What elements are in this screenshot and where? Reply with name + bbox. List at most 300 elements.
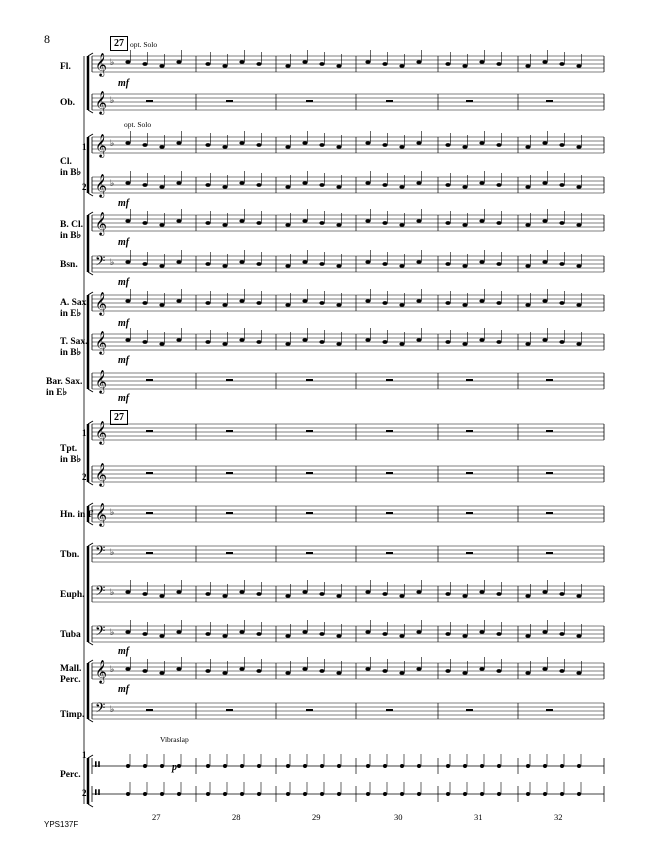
label-euphonium: Euph. — [60, 590, 85, 600]
notehead-icon — [576, 264, 581, 268]
clarinet-part-1: 1 — [82, 142, 87, 152]
notehead-icon — [142, 143, 147, 147]
key-signature-icon: ♭ — [110, 588, 115, 598]
notehead-icon — [559, 632, 564, 636]
notehead-icon — [382, 669, 387, 673]
notehead-icon — [176, 299, 181, 303]
notehead-icon — [479, 219, 484, 223]
notehead-icon — [222, 303, 227, 307]
notehead-icon — [239, 590, 244, 594]
notehead-icon — [399, 594, 404, 598]
perc-notehead-icon — [497, 764, 501, 768]
notehead-icon — [576, 185, 581, 189]
whole-rest-icon — [466, 100, 473, 102]
label-alto-sax: A. Sax. in E♭ — [60, 298, 89, 319]
whole-rest-icon — [306, 100, 313, 102]
notehead-icon — [559, 340, 564, 344]
perc-notehead-icon — [577, 764, 581, 768]
perc-notehead-icon — [543, 792, 547, 796]
bracket-hook — [88, 660, 93, 663]
notehead-icon — [302, 667, 307, 671]
whole-rest-icon — [546, 472, 553, 474]
notehead-icon — [256, 262, 261, 266]
notehead-icon — [319, 62, 324, 66]
notehead-icon — [445, 183, 450, 187]
perc-notehead-icon — [577, 792, 581, 796]
notehead-icon — [159, 185, 164, 189]
notehead-icon — [496, 143, 501, 147]
notehead-icon — [285, 223, 290, 227]
notehead-icon — [319, 183, 324, 187]
notehead-icon — [239, 338, 244, 342]
perc-notehead-icon — [497, 792, 501, 796]
perc-notehead-icon — [446, 792, 450, 796]
notehead-icon — [365, 219, 370, 223]
notehead-icon — [302, 141, 307, 145]
notehead-icon — [336, 594, 341, 598]
notehead-icon — [239, 260, 244, 264]
notehead-icon — [416, 338, 421, 342]
notehead-icon — [336, 342, 341, 346]
perc-notehead-icon — [286, 764, 290, 768]
bass-clef-icon: 𝄢 — [95, 253, 106, 272]
notehead-icon — [239, 181, 244, 185]
perc-notehead-icon — [337, 792, 341, 796]
bass-clef-icon: 𝄢 — [95, 543, 106, 562]
notehead-icon — [559, 592, 564, 596]
page-number: 8 — [44, 32, 50, 46]
notehead-icon — [462, 145, 467, 149]
notehead-icon — [382, 301, 387, 305]
bracket-hook — [88, 482, 93, 485]
notehead-icon — [256, 62, 261, 66]
key-signature-icon: ♭ — [110, 58, 115, 68]
whole-rest-icon — [226, 430, 233, 432]
notehead-icon — [542, 219, 547, 223]
notehead-icon — [445, 262, 450, 266]
notehead-icon — [365, 630, 370, 634]
notehead-icon — [319, 262, 324, 266]
notehead-icon — [542, 299, 547, 303]
notehead-icon — [462, 264, 467, 268]
whole-rest-icon — [546, 430, 553, 432]
notehead-icon — [205, 221, 210, 225]
label-mallet-percussion: Mall. Perc. — [60, 664, 82, 685]
notehead-icon — [222, 342, 227, 346]
whole-rest-icon — [546, 379, 553, 381]
notehead-icon — [256, 669, 261, 673]
notehead-icon — [319, 143, 324, 147]
notehead-icon — [416, 299, 421, 303]
bracket-hook — [88, 804, 93, 807]
notehead-icon — [336, 145, 341, 149]
bracket-hook — [88, 110, 93, 113]
bracket-hook — [88, 389, 93, 392]
notehead-icon — [256, 340, 261, 344]
label-percussion: Perc. — [60, 770, 81, 780]
notehead-icon — [365, 181, 370, 185]
notehead-icon — [525, 223, 530, 227]
notehead-icon — [336, 185, 341, 189]
notehead-icon — [542, 338, 547, 342]
bracket-hook — [88, 543, 93, 546]
notehead-icon — [142, 262, 147, 266]
flute-solo-text: opt. Solo — [130, 40, 158, 49]
key-signature-icon: ♭ — [110, 258, 115, 268]
notehead-icon — [382, 262, 387, 266]
notehead-icon — [525, 671, 530, 675]
notehead-icon — [542, 260, 547, 264]
notehead-icon — [496, 221, 501, 225]
notehead-icon — [205, 592, 210, 596]
notehead-icon — [319, 340, 324, 344]
whole-rest-icon — [226, 512, 233, 514]
notehead-icon — [159, 64, 164, 68]
perc-notehead-icon — [206, 764, 210, 768]
notehead-icon — [142, 62, 147, 66]
notehead-icon — [302, 60, 307, 64]
notehead-icon — [542, 181, 547, 185]
notehead-icon — [416, 60, 421, 64]
notehead-icon — [445, 301, 450, 305]
notehead-icon — [445, 669, 450, 673]
notehead-icon — [496, 340, 501, 344]
notehead-icon — [542, 590, 547, 594]
notehead-icon — [445, 221, 450, 225]
key-signature-icon: ♭ — [110, 548, 115, 558]
notehead-icon — [222, 671, 227, 675]
perc-notehead-icon — [257, 764, 261, 768]
notehead-icon — [399, 223, 404, 227]
notehead-icon — [159, 342, 164, 346]
notehead-icon — [462, 671, 467, 675]
notehead-icon — [416, 590, 421, 594]
notehead-icon — [496, 592, 501, 596]
notehead-icon — [525, 64, 530, 68]
perc-notehead-icon — [206, 792, 210, 796]
notehead-icon — [222, 594, 227, 598]
notehead-icon — [336, 64, 341, 68]
dynamic-flute: mf — [118, 78, 130, 89]
notehead-icon — [382, 221, 387, 225]
notehead-icon — [336, 634, 341, 638]
dynamic-clarinet: mf — [118, 198, 130, 209]
notehead-icon — [496, 301, 501, 305]
whole-rest-icon — [146, 512, 153, 514]
clarinet-part-2: 2 — [82, 182, 87, 192]
notehead-icon — [256, 143, 261, 147]
percussion-clef-icon: 𝄥 — [95, 755, 100, 774]
perc-notehead-icon — [320, 764, 324, 768]
dynamic-perc1: p — [172, 762, 177, 773]
notehead-icon — [462, 342, 467, 346]
notehead-icon — [159, 634, 164, 638]
clarinet-solo-text: opt. Solo — [124, 120, 152, 129]
whole-rest-icon — [306, 552, 313, 554]
bracket-hook — [88, 53, 93, 56]
dynamic-bari-sax: mf — [118, 393, 130, 404]
notehead-icon — [382, 183, 387, 187]
whole-rest-icon — [306, 430, 313, 432]
measure-number-29: 29 — [312, 812, 321, 822]
treble-clef-icon: 𝄞 — [95, 291, 107, 315]
perc-notehead-icon — [177, 764, 181, 768]
notehead-icon — [285, 594, 290, 598]
notehead-icon — [205, 262, 210, 266]
notehead-icon — [302, 630, 307, 634]
treble-clef-icon: 𝄞 — [95, 420, 107, 444]
label-tenor-sax: T. Sax. in B♭ — [60, 337, 88, 358]
whole-rest-icon — [546, 512, 553, 514]
notehead-icon — [336, 303, 341, 307]
perc-notehead-icon — [383, 764, 387, 768]
trumpet-part-2: 2 — [82, 472, 87, 482]
notehead-icon — [159, 303, 164, 307]
notehead-icon — [285, 342, 290, 346]
notehead-icon — [462, 634, 467, 638]
notehead-icon — [462, 185, 467, 189]
notehead-icon — [576, 145, 581, 149]
notehead-icon — [559, 669, 564, 673]
notehead-icon — [256, 592, 261, 596]
notehead-icon — [319, 632, 324, 636]
notehead-icon — [239, 60, 244, 64]
perc-notehead-icon — [160, 764, 164, 768]
measure-number-27: 27 — [152, 812, 161, 822]
whole-rest-icon — [306, 512, 313, 514]
perc-notehead-icon — [126, 792, 130, 796]
perc-notehead-icon — [383, 792, 387, 796]
notehead-icon — [496, 183, 501, 187]
treble-clef-icon: 𝄞 — [95, 369, 107, 393]
whole-rest-icon — [146, 430, 153, 432]
bracket-hook — [88, 134, 93, 137]
notehead-icon — [479, 260, 484, 264]
whole-rest-icon — [146, 379, 153, 381]
perc-part-2: 2 — [82, 788, 87, 798]
notehead-icon — [125, 181, 130, 185]
perc-part-1: 1 — [82, 750, 87, 760]
notehead-icon — [176, 219, 181, 223]
label-flute: Fl. — [60, 62, 71, 72]
notehead-icon — [176, 141, 181, 145]
perc-notehead-icon — [337, 764, 341, 768]
notehead-icon — [336, 223, 341, 227]
bracket-hook — [88, 421, 93, 424]
notehead-icon — [222, 64, 227, 68]
perc-notehead-icon — [463, 764, 467, 768]
notehead-icon — [205, 669, 210, 673]
notehead-icon — [496, 262, 501, 266]
notehead-icon — [239, 630, 244, 634]
notehead-icon — [142, 340, 147, 344]
whole-rest-icon — [306, 379, 313, 381]
perc-notehead-icon — [240, 792, 244, 796]
perc-notehead-icon — [446, 764, 450, 768]
whole-rest-icon — [146, 100, 153, 102]
notehead-icon — [222, 634, 227, 638]
notehead-icon — [302, 590, 307, 594]
perc-notehead-icon — [400, 764, 404, 768]
notehead-icon — [125, 299, 130, 303]
whole-rest-icon — [386, 472, 393, 474]
notehead-icon — [205, 301, 210, 305]
notehead-icon — [125, 338, 130, 342]
notehead-icon — [525, 303, 530, 307]
notehead-icon — [462, 594, 467, 598]
perc-notehead-icon — [143, 764, 147, 768]
notehead-icon — [399, 185, 404, 189]
bracket-hook — [88, 522, 93, 525]
bracket-hook — [88, 503, 93, 506]
whole-rest-icon — [386, 552, 393, 554]
measure-number-28: 28 — [232, 812, 241, 822]
key-signature-icon: ♭ — [110, 508, 115, 518]
notehead-icon — [399, 342, 404, 346]
treble-clef-icon: 𝄞 — [95, 52, 107, 76]
notehead-icon — [222, 223, 227, 227]
perc-notehead-icon — [303, 792, 307, 796]
bracket-hook — [88, 719, 93, 722]
label-trumpet: Tpt. in B♭ — [60, 444, 82, 465]
notehead-icon — [142, 669, 147, 673]
notehead-icon — [125, 219, 130, 223]
whole-rest-icon — [466, 512, 473, 514]
key-signature-icon: ♭ — [110, 96, 115, 106]
whole-rest-icon — [386, 379, 393, 381]
perc-notehead-icon — [543, 764, 547, 768]
treble-clef-icon: 𝄞 — [95, 211, 107, 235]
notehead-icon — [462, 64, 467, 68]
notehead-icon — [399, 64, 404, 68]
notehead-icon — [365, 590, 370, 594]
notehead-icon — [365, 141, 370, 145]
whole-rest-icon — [226, 552, 233, 554]
notehead-icon — [365, 60, 370, 64]
notehead-icon — [125, 630, 130, 634]
footer-code: YPS137F — [44, 820, 79, 829]
whole-rest-icon — [466, 709, 473, 711]
perc-notehead-icon — [320, 792, 324, 796]
notehead-icon — [222, 185, 227, 189]
treble-clef-icon: 𝄞 — [95, 330, 107, 354]
perc-notehead-icon — [366, 792, 370, 796]
whole-rest-icon — [226, 379, 233, 381]
vibraslap-text: Vibraslap — [160, 735, 189, 744]
perc-notehead-icon — [480, 764, 484, 768]
bass-clef-icon: 𝄢 — [95, 623, 106, 642]
notehead-icon — [256, 632, 261, 636]
notehead-icon — [445, 340, 450, 344]
notehead-icon — [576, 594, 581, 598]
notehead-icon — [239, 141, 244, 145]
treble-clef-icon: 𝄞 — [95, 462, 107, 486]
dynamic-alto-sax: mf — [118, 318, 130, 329]
notehead-icon — [479, 60, 484, 64]
notehead-icon — [479, 181, 484, 185]
notehead-icon — [222, 264, 227, 268]
rehearsal-mark-top: 27 — [110, 36, 128, 51]
notehead-icon — [285, 185, 290, 189]
whole-rest-icon — [386, 100, 393, 102]
notehead-icon — [319, 221, 324, 225]
whole-rest-icon — [546, 709, 553, 711]
treble-clef-icon: 𝄞 — [95, 502, 107, 526]
bass-clef-icon: 𝄢 — [95, 583, 106, 602]
whole-rest-icon — [226, 100, 233, 102]
perc-notehead-icon — [177, 792, 181, 796]
perc-notehead-icon — [286, 792, 290, 796]
notehead-icon — [142, 183, 147, 187]
key-signature-icon: ♭ — [110, 628, 115, 638]
perc-notehead-icon — [560, 792, 564, 796]
notehead-icon — [559, 62, 564, 66]
notehead-icon — [445, 143, 450, 147]
notehead-icon — [576, 634, 581, 638]
label-tuba: Tuba — [60, 630, 81, 640]
notehead-icon — [159, 223, 164, 227]
notehead-icon — [205, 340, 210, 344]
notehead-icon — [445, 592, 450, 596]
notehead-icon — [125, 60, 130, 64]
notehead-icon — [302, 338, 307, 342]
notehead-icon — [285, 634, 290, 638]
notehead-icon — [336, 264, 341, 268]
bracket-hook — [88, 642, 93, 645]
whole-rest-icon — [146, 472, 153, 474]
notehead-icon — [382, 62, 387, 66]
notehead-icon — [285, 264, 290, 268]
notehead-icon — [142, 632, 147, 636]
notehead-icon — [479, 630, 484, 634]
whole-rest-icon — [146, 552, 153, 554]
label-baritone-sax: Bar. Sax. in E♭ — [46, 377, 83, 398]
whole-rest-icon — [466, 430, 473, 432]
notehead-icon — [239, 219, 244, 223]
notehead-icon — [525, 342, 530, 346]
notehead-icon — [205, 183, 210, 187]
whole-rest-icon — [546, 100, 553, 102]
whole-rest-icon — [546, 552, 553, 554]
whole-rest-icon — [466, 379, 473, 381]
notehead-icon — [382, 592, 387, 596]
notehead-icon — [336, 671, 341, 675]
notehead-icon — [125, 141, 130, 145]
notehead-icon — [176, 181, 181, 185]
notehead-icon — [576, 223, 581, 227]
notehead-icon — [319, 669, 324, 673]
whole-rest-icon — [466, 472, 473, 474]
key-signature-icon: ♭ — [110, 705, 115, 715]
notehead-icon — [159, 145, 164, 149]
notehead-icon — [416, 141, 421, 145]
perc-notehead-icon — [257, 792, 261, 796]
notehead-icon — [542, 667, 547, 671]
label-oboe: Ob. — [60, 98, 76, 108]
notehead-icon — [525, 594, 530, 598]
notehead-icon — [302, 299, 307, 303]
notehead-icon — [205, 62, 210, 66]
whole-rest-icon — [306, 709, 313, 711]
notehead-icon — [159, 594, 164, 598]
treble-clef-icon: 𝄞 — [95, 90, 107, 114]
perc-notehead-icon — [223, 792, 227, 796]
perc-notehead-icon — [417, 792, 421, 796]
notehead-icon — [576, 303, 581, 307]
key-signature-icon: ♭ — [110, 139, 115, 149]
dynamic-tenor-sax: mf — [118, 355, 130, 366]
perc-notehead-icon — [223, 764, 227, 768]
